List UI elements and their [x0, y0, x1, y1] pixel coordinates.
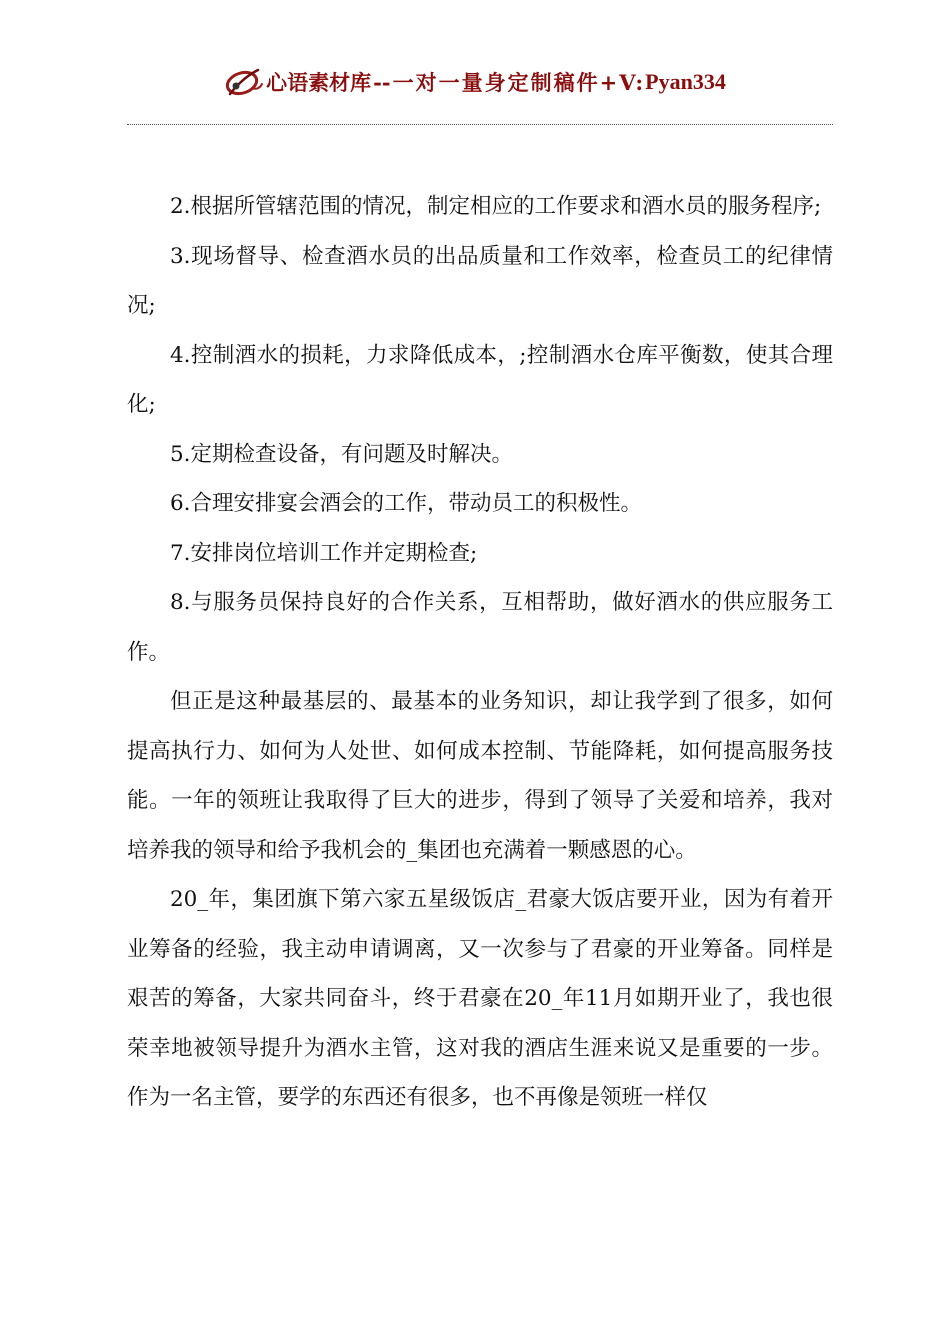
paragraph: 5.定期检查设备，有问题及时解决。	[170, 441, 514, 467]
header-separator: --	[373, 69, 391, 95]
paragraph: 8.与服务员保持良好的合作关系，互相帮助，做好酒水的供应服务工作。	[127, 590, 833, 665]
paragraph: 但正是这种最基层的、最基本的业务知识，却让我学到了很多，如何提高执行力、如何为人处世、如何成本控制、节能降耗，如何提高服务技能。一年的领班让我取得了巨大的进步，得到了领导了关爱和培养，我对培养我的领导和给予我机会的_集团也充满着一颗感恩的心。	[127, 689, 833, 863]
header-divider	[127, 124, 833, 125]
paragraph: 2.根据所管辖范围的情况，制定相应的工作要求和酒水员的服务程序;	[170, 194, 822, 219]
page-header	[0, 62, 950, 102]
paragraph: 6.合理安排宴会酒会的工作，带动员工的积极性。	[170, 491, 643, 516]
paragraph: 20_年，集团旗下第六家五星级饭店_君豪大饭店要开业，因为有着开业筹备的经验，我主动申请调离，又一次参与了君豪的开业筹备。同样是艰苦的筹备，大家共同奋斗，终于君豪在20_年11月如期开业了，我也很荣幸地被领导提升为酒水主管，这对我的酒店生涯来说又是重要的一步。作为一名主管，要学的东西还有很多，也不再像是领班一样仅	[127, 887, 833, 1110]
paragraph: 4.控制酒水的损耗，力求降低成本，;控制酒水仓库平衡数，使其合理化;	[127, 342, 833, 417]
header-brand: 心语素材库	[266, 70, 372, 95]
header-contact: Pyan334	[645, 69, 726, 94]
header-tagline: 一对一量身定制稿件+V:	[392, 70, 646, 95]
paragraph: 3.现场督导、检查酒水员的出品质量和工作效率，检查员工的纪律情况;	[127, 243, 833, 318]
paragraph: 7.安排岗位培训工作并定期检查;	[170, 540, 478, 566]
document-body	[127, 182, 833, 1123]
ink-swirl-logo-icon	[224, 64, 264, 100]
